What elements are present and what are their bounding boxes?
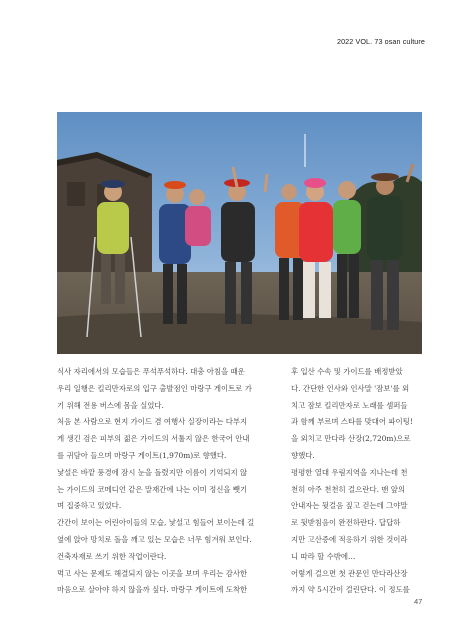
text-line: 지만 고산증에 적응하기 위한 것이라: [291, 534, 408, 544]
text-line: 건축자재로 쓰기 위한 작업이란다.: [57, 551, 167, 561]
text-line: 후 입산 수속 및 가이드를 배정받았: [291, 367, 403, 376]
text-line: 우리 일행은 킬리만자로의 입구 출발점인 마랑구 게이트로 가: [57, 383, 252, 393]
text-line: 기 위해 전용 버스에 몸을 실었다.: [57, 400, 164, 410]
text-line: 안내자는 뒷걸음 짚고 걷는데 그야말: [291, 501, 408, 511]
article-left-column: [57, 364, 271, 599]
text-line: 치고 잠보 킬리만자로 노래를 셈퍼들: [291, 400, 408, 410]
text-line: 까지 약 5시간이 걸린단다. 이 정도를: [291, 585, 410, 595]
text-line: 천히 아주 천천히 걸으란다. 맨 앞의: [291, 484, 406, 494]
text-line: 평평한 열대 우림지역을 지나는데 천: [291, 467, 408, 477]
text-line: 간간이 보이는 어린아이들의 모습, 낯설고 힘들어 보이는데 길: [57, 518, 255, 528]
text-line: 과 함께 부르며 스타를 맞대어 파이팅!: [291, 417, 413, 427]
text-line: 로 뒷받침음이 완전하란다. 답답하: [291, 518, 401, 528]
text-line: 처음 본 사람으로 현지 가이드 겸 여행사 실장이라는 다부지: [57, 417, 248, 427]
text-line: 를 귀담아 들으며 마랑구 게이트(1,970m)로 향했다.: [57, 450, 227, 460]
issue-header: 2022 VOL. 73 osan culture: [336, 37, 425, 46]
text-line: 을 외치고 만다라 산장(2,720m)으로: [291, 434, 411, 444]
text-line: 낯설은 바깥 풍경에 잠시 눈을 돌렸지만 이름이 기억되지 않: [57, 467, 248, 477]
text-line: 옆에 앉아 망치로 돌을 깨고 있는 모습은 너무 힘겨워 보인다.: [57, 534, 252, 544]
text-line: 게 생긴 검은 피부의 젊은 가이드의 서툴지 않은 한국어 안내: [57, 434, 250, 444]
text-line: 는 가이드의 코메디언 같은 말재간에 나는 이미 정신을 뺏기: [57, 484, 248, 494]
text-line: 니 따라 할 수밖에…: [291, 551, 356, 561]
article-right-column: [291, 364, 422, 599]
text-line: 마음으로 살아야 하지 않을까 싶다. 마랑구 게이트에 도착한: [57, 585, 248, 595]
group-hiking-photo: [57, 112, 422, 354]
text-line: 다. 간단한 인사와 인사말 '잠보'를 외: [291, 383, 410, 393]
text-line: 먹고 사는 문제도 해결되지 않는 이곳을 보며 우리는 감사한: [57, 568, 248, 578]
text-line: 식사 자리에서의 모습들은 푸석푸석하다. 대충 아침을 때운: [57, 367, 245, 376]
text-line: 어렇게 걸으면 첫 관문인 만다라산장: [291, 568, 408, 578]
page-number: 47: [414, 597, 423, 606]
text-line: 며 집중하고 있었다.: [57, 501, 122, 511]
text-line: 향했다.: [291, 450, 315, 460]
